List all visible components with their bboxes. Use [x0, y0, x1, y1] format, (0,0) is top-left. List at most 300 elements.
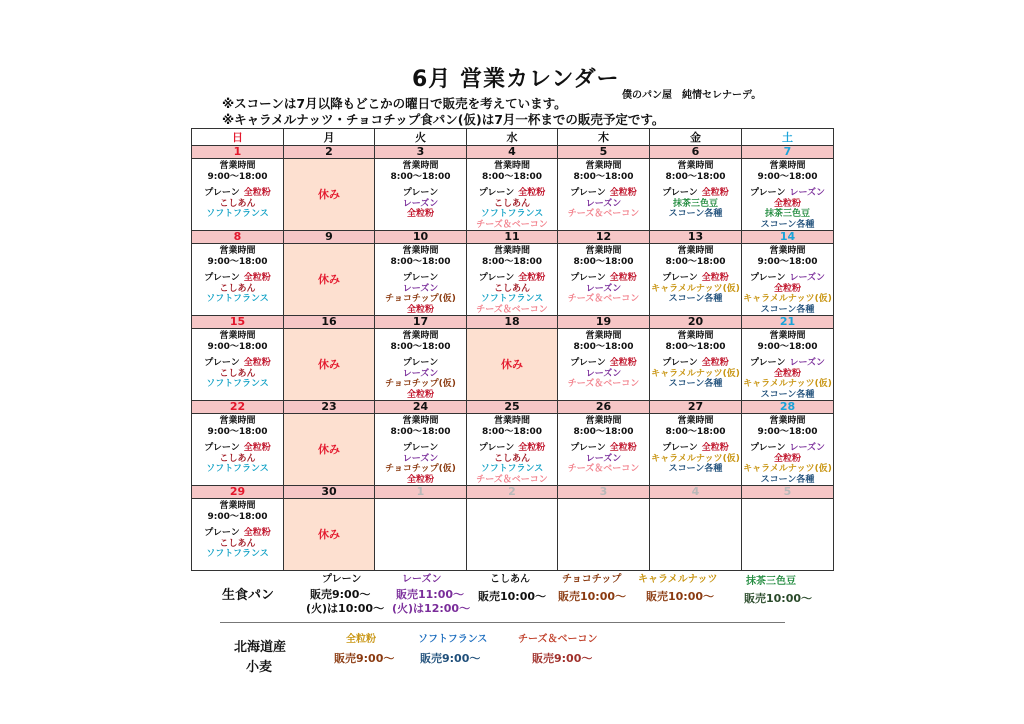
menu-line: [558, 443, 649, 454]
menu-line: [375, 294, 466, 305]
menu-item: 全粒粉: [701, 443, 729, 453]
menu-line: [192, 188, 283, 199]
menu-line: [375, 188, 466, 199]
legend-fresh-label: 生食パン: [222, 588, 275, 603]
legend-cheese-time: 販売9:00～: [532, 652, 593, 665]
menu-item: プレーン: [402, 443, 439, 453]
menu-item: レーズン: [585, 283, 622, 294]
open-day-cell: [650, 414, 742, 486]
menu-item: こしあん: [493, 453, 530, 464]
menu-item: プレーン: [662, 443, 698, 453]
menu-item: チーズ＆ベーコン: [567, 294, 640, 304]
menu-item: 全粒粉: [518, 443, 546, 453]
note-scone: ※スコーンは7月以降もどこかの曜日で販売を考えています。: [222, 96, 567, 111]
menu-item: 全粒粉: [773, 283, 801, 294]
menu-line: [742, 199, 833, 210]
menu-line: [192, 273, 283, 284]
menu-line: [192, 549, 283, 560]
legend-caramel-time: 販売10:00～: [646, 590, 715, 603]
menu-line: [742, 390, 833, 401]
day-row: [192, 499, 834, 571]
menu-line: [375, 464, 466, 475]
hours-label: 営業時間: [677, 161, 714, 171]
empty-day-cell: [558, 499, 650, 571]
weekday-thu: 木: [558, 129, 650, 146]
date-cell: 3: [375, 146, 467, 159]
menu-item: 全粒粉: [609, 188, 637, 198]
hours-label: 営業時間: [402, 331, 439, 341]
menu-item: ソフトフランス: [480, 294, 544, 304]
menu-item: プレーン: [749, 273, 786, 283]
menu-item: こしあん: [219, 453, 256, 464]
menu-line: [467, 284, 557, 295]
menu-item: 全粒粉: [609, 273, 637, 283]
menu-item: 全粒粉: [406, 304, 434, 315]
open-day-cell: [742, 159, 834, 231]
menu-line: [742, 209, 833, 220]
menu-item: プレーン: [402, 188, 439, 198]
menu-line: [558, 273, 649, 284]
menu-line: [192, 209, 283, 220]
hours-value: 9:00～18:00: [757, 426, 818, 437]
menu-item: キャラメルナッツ(仮): [651, 368, 740, 379]
menu-item: プレーン: [402, 358, 439, 368]
menu-line: [742, 294, 833, 305]
date-cell: 19: [558, 316, 650, 329]
closed-day-cell: [284, 244, 375, 316]
empty-day-cell: [467, 499, 558, 571]
menu-item: ソフトフランス: [206, 294, 269, 304]
open-day-cell: [375, 414, 467, 486]
menu-item: スコーン各種: [760, 304, 815, 315]
date-row: [192, 146, 834, 159]
hours-value: 8:00～18:00: [481, 171, 543, 182]
hours-label: 営業時間: [677, 331, 714, 341]
menu-item: プレーン: [570, 443, 606, 453]
menu-item: チーズ＆ベーコン: [476, 219, 548, 230]
menu-item: 全粒粉: [406, 209, 434, 219]
open-day-cell: [192, 244, 284, 316]
hours-value: 8:00～18:00: [390, 171, 451, 182]
menu-line: [192, 294, 283, 305]
menu-item: スコーン各種: [668, 294, 723, 304]
menu-line: [192, 379, 283, 390]
menu-line: [650, 209, 741, 220]
menu-item: スコーン各種: [668, 379, 723, 389]
menu-line: [742, 188, 833, 199]
menu-item: こしあん: [493, 283, 530, 294]
menu-line: [192, 528, 283, 539]
menu-item: 全粒粉: [609, 443, 637, 453]
weekday-tue: 火: [375, 129, 467, 146]
date-row: [192, 486, 834, 499]
menu-item: 全粒粉: [773, 368, 801, 379]
date-cell: 4: [650, 486, 742, 499]
menu-item: チョコチップ(仮): [385, 379, 456, 389]
hours-label: 営業時間: [769, 416, 806, 426]
menu-line: [467, 305, 557, 316]
open-day-cell: [742, 329, 834, 401]
day-row: [192, 414, 834, 486]
menu-line: [467, 188, 557, 199]
date-cell: 7: [742, 146, 834, 159]
menu-line: [650, 358, 741, 369]
closed-day-cell: [284, 414, 375, 486]
date-cell: 2: [284, 146, 375, 159]
menu-item: 抹茶三色豆: [764, 209, 810, 219]
legend-soft-name: ソフトフランス: [418, 634, 488, 645]
date-cell: 12: [558, 231, 650, 244]
hours-value: 9:00～18:00: [757, 256, 818, 267]
menu-item: キャラメルナッツ(仮): [743, 464, 832, 474]
menu-line: [558, 209, 649, 220]
menu-line: [558, 188, 649, 199]
hours-label: 営業時間: [219, 246, 256, 256]
menu-item: ソフトフランス: [480, 464, 544, 474]
hours-value: 8:00～18:00: [665, 426, 726, 437]
hours-label: 営業時間: [585, 246, 622, 256]
calendar-body: [192, 146, 834, 571]
legend-hokkaido-label-1: 北海道産: [234, 640, 287, 655]
menu-item: 全粒粉: [406, 389, 434, 400]
open-day-cell: [375, 329, 467, 401]
menu-line: [742, 464, 833, 475]
menu-item: プレーン: [478, 273, 515, 283]
menu-line: [467, 454, 557, 465]
empty-day-cell: [742, 499, 834, 571]
legend-plain-time2: (火)は10:00～: [306, 602, 385, 615]
menu-line: [192, 539, 283, 550]
menu-item: ソフトフランス: [206, 209, 269, 219]
menu-item: 全粒粉: [773, 453, 801, 464]
menu-line: [558, 284, 649, 295]
legend-koshian-name: こしあん: [490, 574, 530, 585]
hours-label: 営業時間: [402, 161, 439, 171]
weekday-wed: 水: [467, 129, 558, 146]
menu-item: レーズン: [789, 443, 826, 453]
menu-line: [650, 464, 741, 475]
menu-item: こしあん: [219, 368, 256, 379]
closed-day-cell: [467, 329, 558, 401]
open-day-cell: [650, 329, 742, 401]
hours-label: 営業時間: [769, 161, 806, 171]
legend-maccha-name: 抹茶三色豆: [746, 576, 796, 587]
hours-label: 営業時間: [219, 161, 256, 171]
hours-label: 営業時間: [585, 161, 622, 171]
menu-item: プレーン: [570, 188, 606, 198]
page-title: 6月 営業カレンダー: [412, 67, 620, 92]
closed-day-cell: [284, 499, 375, 571]
menu-line: [558, 454, 649, 465]
menu-item: チーズ＆ベーコン: [567, 379, 640, 389]
closed-label: 休み: [318, 273, 340, 287]
menu-line: [650, 199, 741, 210]
menu-line: [558, 294, 649, 305]
hours-value: 9:00～18:00: [207, 426, 268, 437]
menu-line: [467, 273, 557, 284]
menu-item: プレーン: [478, 443, 515, 453]
date-cell: 23: [284, 401, 375, 414]
open-day-cell: [742, 244, 834, 316]
legend-choco-name: チョコチップ: [562, 574, 622, 585]
closed-label: 休み: [318, 358, 340, 372]
hours-value: 8:00～18:00: [390, 341, 451, 352]
closed-day-cell: [284, 329, 375, 401]
menu-item: ソフトフランス: [206, 549, 269, 559]
menu-line: [650, 454, 741, 465]
legend-plain-time1: 販売9:00～: [310, 588, 371, 601]
hours-value: 8:00～18:00: [573, 426, 634, 437]
menu-line: [558, 358, 649, 369]
menu-item: スコーン各種: [760, 389, 815, 400]
menu-item: 全粒粉: [701, 188, 729, 198]
hours-value: 9:00～18:00: [207, 171, 268, 182]
open-day-cell: [375, 244, 467, 316]
menu-item: プレーン: [204, 443, 240, 453]
menu-item: レーズン: [789, 188, 826, 198]
menu-line: [650, 294, 741, 305]
menu-item: キャラメルナッツ(仮): [651, 283, 740, 294]
menu-line: [375, 305, 466, 316]
day-row: [192, 244, 834, 316]
menu-item: レーズン: [585, 198, 622, 209]
menu-item: ソフトフランス: [480, 209, 544, 219]
menu-line: [742, 443, 833, 454]
legend-hokkaido-label-2: 小麦: [246, 660, 273, 675]
menu-line: [742, 305, 833, 316]
open-day-cell: [558, 159, 650, 231]
legend-whole-name: 全粒粉: [346, 634, 376, 645]
menu-item: プレーン: [204, 188, 240, 198]
open-day-cell: [558, 244, 650, 316]
weekday-sun: 日: [192, 129, 284, 146]
menu-item: キャラメルナッツ(仮): [743, 294, 832, 304]
weekday-fri: 金: [650, 129, 742, 146]
menu-item: プレーン: [662, 358, 698, 368]
date-cell: 13: [650, 231, 742, 244]
shop-name: 僕のパン屋 純情セレナーデ。: [622, 90, 762, 101]
legend-divider: [220, 622, 785, 623]
menu-line: [467, 294, 557, 305]
date-row: [192, 231, 834, 244]
menu-line: [375, 390, 466, 401]
menu-item: スコーン各種: [668, 209, 723, 219]
date-cell: 2: [467, 486, 558, 499]
menu-item: レーズン: [402, 453, 439, 464]
menu-item: 全粒粉: [243, 188, 271, 198]
menu-item: レーズン: [402, 198, 439, 209]
closed-day-cell: [284, 159, 375, 231]
menu-line: [742, 273, 833, 284]
hours-label: 営業時間: [769, 246, 806, 256]
menu-item: プレーン: [402, 273, 439, 283]
menu-item: プレーン: [204, 528, 240, 538]
hours-label: 営業時間: [677, 246, 714, 256]
open-day-cell: [650, 159, 742, 231]
date-cell: 26: [558, 401, 650, 414]
open-day-cell: [558, 414, 650, 486]
date-cell: 18: [467, 316, 558, 329]
menu-item: プレーン: [204, 273, 240, 283]
day-row: [192, 159, 834, 231]
menu-item: スコーン各種: [668, 464, 723, 474]
hours-label: 営業時間: [402, 246, 439, 256]
date-cell: 5: [742, 486, 834, 499]
menu-item: チーズ＆ベーコン: [476, 474, 548, 485]
date-cell: 16: [284, 316, 375, 329]
open-day-cell: [192, 499, 284, 571]
hours-value: 8:00～18:00: [665, 341, 726, 352]
date-cell: 9: [284, 231, 375, 244]
open-day-cell: [467, 414, 558, 486]
date-cell: 30: [284, 486, 375, 499]
day-row: [192, 329, 834, 401]
date-cell: 28: [742, 401, 834, 414]
menu-item: 全粒粉: [609, 358, 637, 368]
menu-item: レーズン: [585, 368, 622, 379]
menu-item: レーズン: [402, 283, 439, 294]
menu-item: こしあん: [219, 198, 256, 209]
menu-line: [742, 454, 833, 465]
menu-line: [742, 220, 833, 231]
legend-raisin-time2: (火)は12:00～: [392, 602, 471, 615]
menu-item: レーズン: [402, 368, 439, 379]
hours-value: 8:00～18:00: [390, 256, 451, 267]
date-cell: 20: [650, 316, 742, 329]
menu-line: [742, 284, 833, 295]
menu-line: [467, 199, 557, 210]
open-day-cell: [192, 414, 284, 486]
menu-line: [467, 464, 557, 475]
date-cell: 1: [375, 486, 467, 499]
open-day-cell: [742, 414, 834, 486]
date-cell: 25: [467, 401, 558, 414]
menu-item: 抹茶三色豆: [672, 198, 718, 209]
menu-line: [742, 475, 833, 486]
menu-item: 全粒粉: [243, 528, 271, 538]
menu-item: こしあん: [493, 198, 530, 209]
date-cell: 17: [375, 316, 467, 329]
menu-item: チョコチップ(仮): [385, 464, 456, 474]
menu-line: [467, 220, 557, 231]
menu-item: プレーン: [204, 358, 240, 368]
date-cell: 1: [192, 146, 284, 159]
menu-item: プレーン: [749, 358, 786, 368]
hours-value: 9:00～18:00: [757, 171, 818, 182]
menu-item: キャラメルナッツ(仮): [651, 453, 740, 464]
menu-line: [558, 464, 649, 475]
hours-label: 営業時間: [677, 416, 714, 426]
menu-line: [650, 188, 741, 199]
menu-item: レーズン: [585, 453, 622, 464]
legend-plain-name: プレーン: [322, 574, 362, 585]
menu-line: [467, 209, 557, 220]
menu-line: [375, 209, 466, 220]
menu-item: ソフトフランス: [206, 464, 269, 474]
hours-value: 9:00～18:00: [207, 256, 268, 267]
menu-line: [375, 273, 466, 284]
closed-label: 休み: [318, 528, 340, 542]
closed-label: 休み: [318, 188, 340, 202]
menu-item: 全粒粉: [773, 198, 801, 209]
menu-item: こしあん: [219, 283, 256, 294]
legend-maccha-time: 販売10:00～: [744, 592, 813, 605]
date-cell: 21: [742, 316, 834, 329]
menu-item: 全粒粉: [701, 358, 729, 368]
hours-value: 9:00～18:00: [207, 341, 268, 352]
date-cell: 3: [558, 486, 650, 499]
date-cell: 29: [192, 486, 284, 499]
legend-caramel-name: キャラメルナッツ: [638, 574, 718, 585]
open-day-cell: [467, 159, 558, 231]
hours-value: 8:00～18:00: [481, 426, 543, 437]
date-row: [192, 316, 834, 329]
menu-line: [375, 454, 466, 465]
date-cell: 24: [375, 401, 467, 414]
hours-label: 営業時間: [585, 416, 622, 426]
menu-line: [650, 369, 741, 380]
legend-raisin-time1: 販売11:00～: [396, 588, 465, 601]
menu-line: [375, 369, 466, 380]
menu-item: 全粒粉: [701, 273, 729, 283]
menu-item: チーズ＆ベーコン: [567, 209, 640, 219]
menu-item: プレーン: [570, 358, 606, 368]
hours-value: 8:00～18:00: [573, 256, 634, 267]
menu-item: キャラメルナッツ(仮): [743, 379, 832, 389]
hours-label: 営業時間: [402, 416, 439, 426]
hours-label: 営業時間: [493, 416, 530, 426]
menu-line: [558, 379, 649, 390]
date-cell: 15: [192, 316, 284, 329]
menu-line: [650, 273, 741, 284]
date-cell: 11: [467, 231, 558, 244]
hours-label: 営業時間: [769, 331, 806, 341]
menu-line: [467, 443, 557, 454]
hours-value: 8:00～18:00: [573, 171, 634, 182]
menu-line: [375, 284, 466, 295]
weekday-header: [192, 129, 834, 146]
menu-item: 全粒粉: [518, 273, 546, 283]
menu-item: プレーン: [749, 443, 786, 453]
legend-raisin-name: レーズン: [402, 574, 442, 585]
date-cell: 6: [650, 146, 742, 159]
menu-line: [558, 199, 649, 210]
hours-value: 9:00～18:00: [757, 341, 818, 352]
menu-line: [375, 199, 466, 210]
hours-value: 8:00～18:00: [481, 256, 543, 267]
menu-item: スコーン各種: [760, 474, 815, 485]
menu-item: 全粒粉: [243, 273, 271, 283]
calendar-table: [191, 128, 834, 571]
menu-line: [375, 358, 466, 369]
date-cell: 8: [192, 231, 284, 244]
date-cell: 27: [650, 401, 742, 414]
menu-item: ソフトフランス: [206, 379, 269, 389]
legend-whole-time: 販売9:00～: [334, 652, 395, 665]
menu-line: [192, 369, 283, 380]
date-cell: 4: [467, 146, 558, 159]
note-limited: ※キャラメルナッツ・チョコチップ食パン(仮)は7月一杯までの販売予定です。: [222, 112, 665, 127]
menu-item: 全粒粉: [243, 358, 271, 368]
menu-item: スコーン各種: [760, 219, 815, 230]
menu-item: チョコチップ(仮): [385, 294, 456, 304]
menu-line: [192, 443, 283, 454]
legend-choco-time: 販売10:00～: [558, 590, 627, 603]
hours-value: 8:00～18:00: [665, 171, 726, 182]
menu-line: [375, 443, 466, 454]
hours-value: 8:00～18:00: [573, 341, 634, 352]
empty-day-cell: [375, 499, 467, 571]
